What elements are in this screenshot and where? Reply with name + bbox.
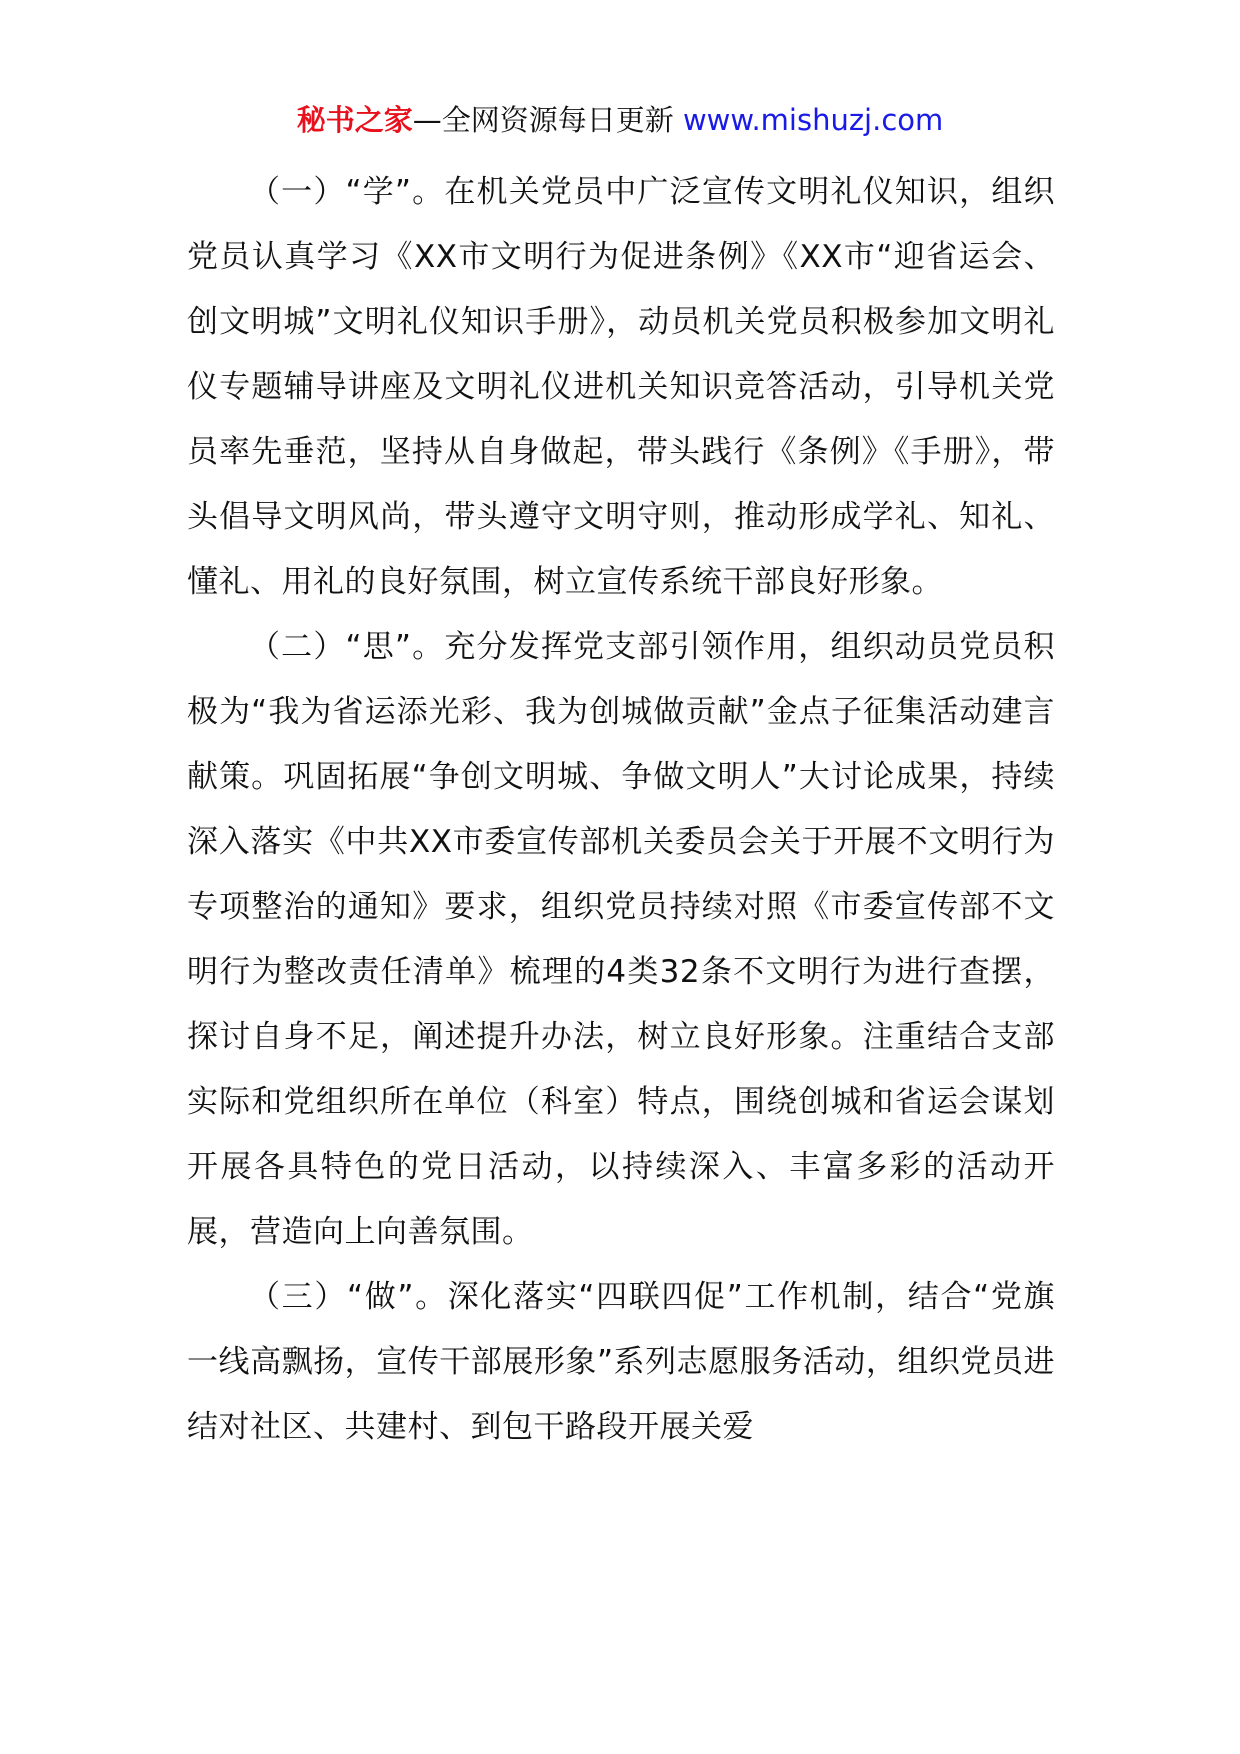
site-url-link[interactable]: www.mishuzj.com [682, 103, 944, 137]
paragraph-do: （三）“做”。深化落实“四联四促”工作机制，结合“党旗一线高飘扬，宣传干部展形象”系列志愿服务活动，组织党员进结对社区、共建村、到包干路段开展关爱 [187, 1279, 1055, 1445]
paragraph-think: （二）“思”。充分发挥党支部引领作用，组织动员党员积极为“我为省运添光彩、我为创城做贡献”金点子征集活动建言献策。巩固拓展“争创文明城、争做文明人”大讨论成果，持续深入落实《中共XX市委宣传部机关委员会关于开展不文明行为专项整治的通知》要求，组织党员持续对照《市委宣传部不文明行为整改责任清单》梳理的4类32条不文明行为进行查摆，探讨自身不足，阐述提升办法，树立良好形象。注重结合支部实际和党组织所在单位（科室）特点，围绕创城和省运会谋划开展各具特色的党日活动，以持续深入、丰富多彩的活动开展，营造向上向善氛围。 [187, 629, 1055, 1250]
page-header [0, 100, 1240, 140]
document-body [187, 160, 1055, 1460]
header-tagline: —全网资源每日更新 [412, 103, 683, 137]
brand-name: 秘书之家 [296, 103, 413, 137]
paragraph-study: （一）“学”。在机关党员中广泛宣传文明礼仪知识，组织党员认真学习《XX市文明行为促进条例》《XX市“迎省运会、创文明城”文明礼仪知识手册》，动员机关党员积极参加文明礼仪专题辅导讲座及文明礼仪进机关知识竞答活动，引导机关党员率先垂范，坚持从自身做起，带头践行《条例》《手册》，带头倡导文明风尚，带头遵守文明守则，推动形成学礼、知礼、懂礼、用礼的良好氛围，树立宣传系统干部良好形象。 [187, 174, 1055, 600]
